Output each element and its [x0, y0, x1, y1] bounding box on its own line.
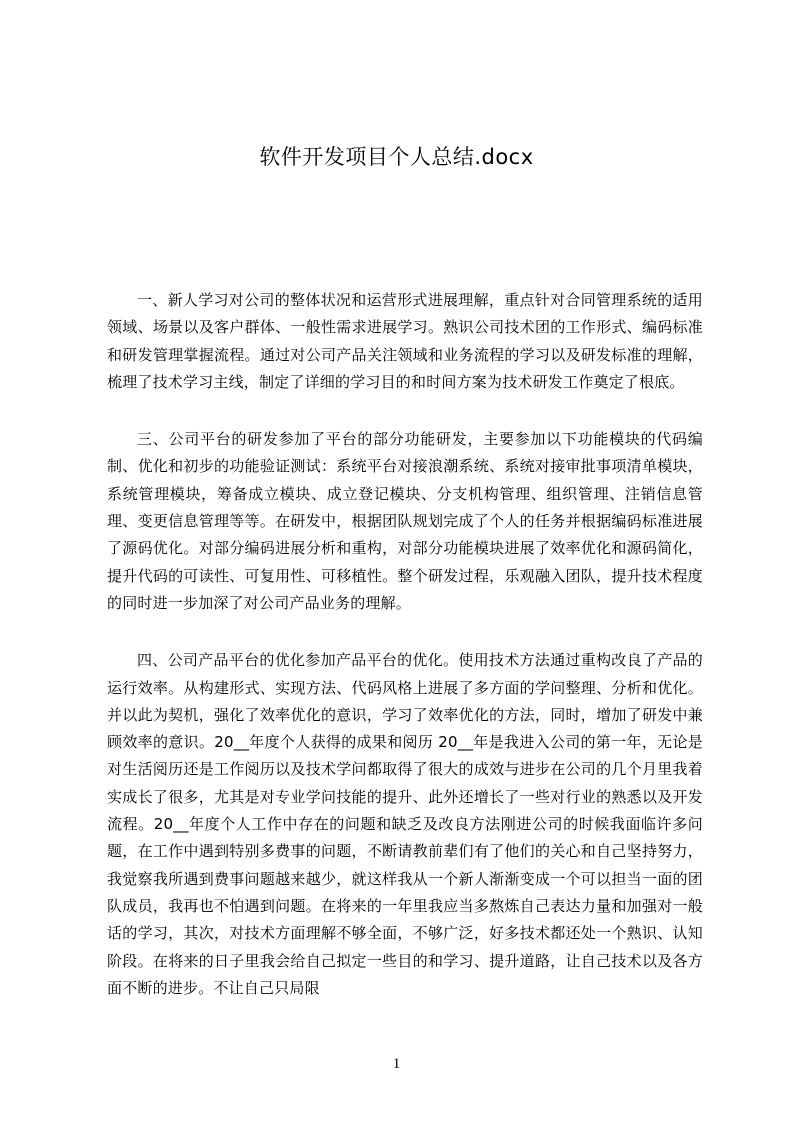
paragraph-2: 三、公司平台的研发参加了平台的部分功能研发，主要参加以下功能模块的代码编制、优化和初步的功能验证测试：系统平台对接浪潮系统、系统对接审批事项清单模块，系统管理模块，筹备成立模块、成立登记模块、分支机构管理、组织管理、注销信息管理、变更信息管理等等。在研发中，根据团队规划完成了个人的任务并根据编码标准进展了源码优化。对部分编码进展分析和重构，对部分功能模块进展了效率优化和源码简化，提升代码的可读性、可复用性、可移植性。整个研发过程，乐观融入团队，提升技术程度的同时进一步加深了对公司产品业务的理解。 — [107, 430, 703, 612]
document-body — [107, 287, 703, 1032]
document-title: 软件开发项目个人总结.docx — [259, 145, 534, 169]
page-number: 1 — [392, 1056, 401, 1072]
paragraph-3: 四、公司产品平台的优化参加产品平台的优化。使用技术方法通过重构改良了产品的运行效率。从构建形式、实现方法、代码风格上进展了多方面的学问整理、分析和优化。并以此为契机，强化了效率优化的意识，学习了效率优化的方法，同时，增加了研发中兼顾效率的意识。20__年度个人获得的成果和阅历 20__年是我进入公司的第一年，无论是对生活阅历还是工作阅历以及技术学问都取得了很大的成效与进步在公司的几个月里我着实成长了很多，尤其是对专业学问技能的提升、此外还增长了一些对行业的熟悉以及开发流程。20__年度个人工作中存在的问题和缺乏及改良方法刚进公司的时候我面临许多问题，在工作中遇到特别多费事的问题，不断请教前辈们有了他们的关心和自己坚持努力，我觉察我所遇到费事问题越来越少，就这样我从一个新人渐渐变成一个可以担当一面的团队成员，我再也不怕遇到问题。在将来的一年里我应当多熬炼自己表达力量和加强对一般话的学习，其次，对技术方面理解不够全面，不够广泛，好多技术都还处一个熟识、认知阶段。在将来的日子里我会给自己拟定一些目的和学习、提升道路，让自己技术以及各方面不断的进步。不让自己只局限 — [107, 651, 703, 997]
paragraph-1: 一、新人学习对公司的整体状况和运营形式进展理解，重点针对合同管理系统的适用领域、场景以及客户群体、一般性需求进展学习。熟识公司技术团的工作形式、编码标准和研发管理掌握流程。通过对公司产品关注领域和业务流程的学习以及研发标准的理解，梳理了技术学习主线，制定了详细的学习目的和时间方案为技术研发工作奠定了根底。 — [107, 291, 703, 391]
